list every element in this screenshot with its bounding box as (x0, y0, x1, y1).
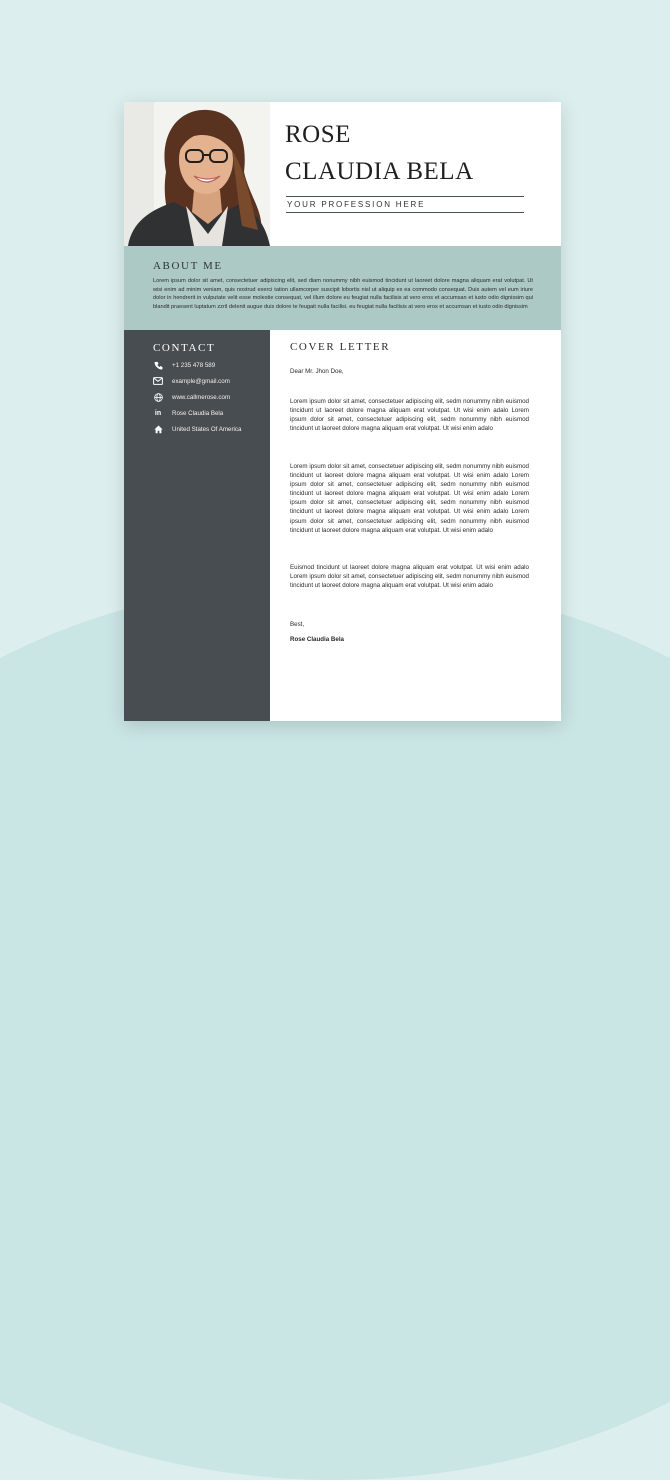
contact-email: example@gmail.com (172, 377, 230, 385)
name-line-first: ROSE (285, 121, 351, 148)
contact-address: United States Of America (172, 425, 242, 433)
name-line-last: CLAUDIA BELA (285, 158, 474, 185)
globe-icon (153, 392, 163, 402)
contact-item-website[interactable] (153, 391, 230, 403)
about-section (124, 246, 561, 330)
contact-phone: +1 235 478 589 (172, 361, 216, 369)
cover-letter-heading: COVER LETTER (290, 341, 391, 353)
letter-greeting: Dear Mr. Jhon Doe, (290, 368, 344, 375)
letter-paragraph-1: Lorem ipsum dolor sit amet, consectetuer adipiscing elit, sedm nonummy nibh euismod tincidunt ut laoreet dolore magna aliquam erat volutpat. Ut wisi enim adalo Lorem ipsum dolor sit amet, consectetuer adipiscing elit, sedm nonummy nibh euismod tincidunt ut laoreet dolore magna aliquam erat volutpat. Ut wisi enim adalo (290, 398, 529, 433)
linkedin-icon: in (154, 409, 162, 417)
letter-signature: Rose Claudia Bela (290, 636, 344, 643)
letter-paragraph-3: Euismod tincidunt ut laoreet dolore magna aliquam erat volutpat. Ut wisi enim adalo Lorem ipsum dolor sit amet, consectetuer adipiscing elit, sedm nonummy nibh euismod tincidunt ut laoreet dolore magna aliquam erat volutpat. Ut wisi enim adalo (290, 564, 529, 590)
contact-item-linkedin[interactable] (153, 407, 223, 419)
email-icon (153, 376, 163, 386)
profession-title: YOUR PROFESSION HERE (287, 200, 426, 209)
contact-item-email[interactable] (153, 375, 230, 387)
resume-page (124, 102, 561, 721)
phone-icon (153, 360, 163, 370)
profession-rule-top (286, 196, 524, 197)
contact-sidebar (124, 330, 270, 721)
profession-rule-bottom (286, 212, 524, 213)
profile-photo (124, 102, 270, 246)
letter-paragraph-2: Lorem ipsum dolor sit amet, consectetuer adipiscing elit, sedm nonummy nibh euismod tincidunt ut laoreet dolore magna aliquam erat volutpat. Ut wisi enim adalo Lorem ipsum dolor sit amet, consectetuer adipiscing elit, sedm nonummy nibh euismod tincidunt ut laoreet dolore magna aliquam erat volutpat. Ut wisi enim adalo Lorem ipsum dolor sit amet, consectetuer adipiscing elit, sedm nonummy nibh euismod tincidunt ut laoreet dolore magna aliquam erat volutpat. Ut wisi enim adalo Lorem ipsum dolor sit amet, consectetuer adipiscing elit, sedm nonummy nibh euismod tincidunt ut laoreet dolore magna aliquam erat volutpat. Ut wisi enim adalo (290, 463, 529, 534)
candidate-name (285, 116, 474, 190)
letter-closing: Best, (290, 621, 305, 628)
home-icon (153, 424, 163, 434)
contact-linkedin: Rose Claudia Bela (172, 409, 224, 417)
contact-heading: CONTACT (153, 342, 216, 354)
contact-website: www.callmerose.com (172, 393, 231, 401)
about-heading: ABOUT ME (153, 260, 223, 272)
contact-item-address[interactable] (153, 423, 241, 435)
contact-item-phone[interactable] (153, 359, 215, 371)
about-text: Lorem ipsum dolor sit amet, consectetuer adipiscing elit, sed diam nonummy nibh euismod tincidunt ut laoreet dolore magna aliquam erat volutpat. Ut wisi enim ad minim veniam, quis nostrud exerci tation ullamcorper suscipit lobortis nisl ut aliquip ex ea commodo consequat. Duis autem vel eum iriure dolor in hendrerit in vulputate velit esse molestie consequat, vel illum dolore eu feugiat nulla facilisis at vero eros et accumsan et iusto odio dignissim qui blandit praesent luptatum zzril delenit augue duis dolore te feugait nulla facilisi. eu feugiat nulla facilisis at vero eros et accumsan et iusto odio dignissim (153, 278, 533, 310)
